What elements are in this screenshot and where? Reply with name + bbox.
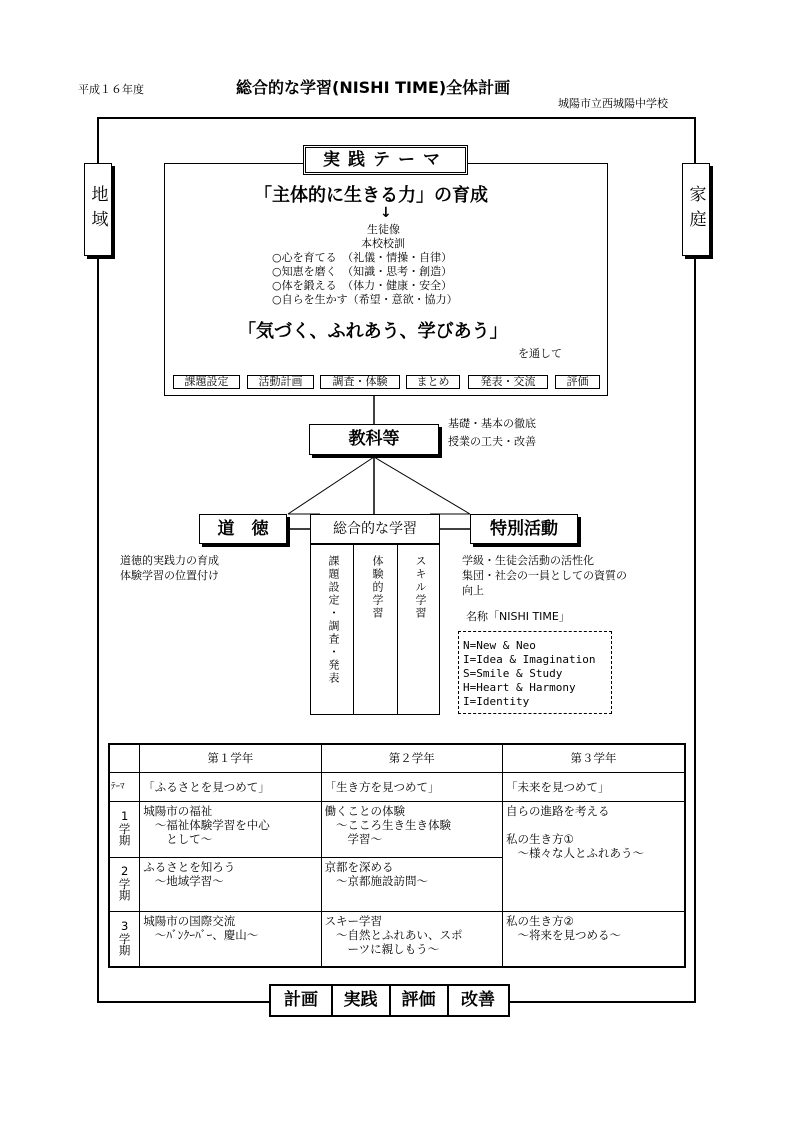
header-grade3: 第３学年 [503,744,685,772]
motto-line: ○心を育てる （礼儀・情操・自律） [272,251,453,264]
moral-note: 道徳的実践力の育成 [120,554,219,567]
step-evaluation: 評価 [555,375,600,389]
step-presentation-exchange: 発表・交流 [468,375,548,389]
integrated-study-columns [310,544,440,715]
grade3-term1-2: 自らの進路を考える 私の生き方① ～様々な人とふれあう～ [503,801,685,911]
column-experiential: 体験的学習 [371,555,384,620]
theme-grade2: 「生き方を見つめて」 [321,772,502,801]
acronym-line: I=Identity [463,695,530,708]
theme-grade1: 「ふるさとを見つめて」 [140,772,321,801]
header-grade1: 第１学年 [140,744,321,772]
term3-row [109,911,685,967]
step-activity-plan: 活動計画 [247,375,314,389]
theme-row [109,772,685,801]
moral-box: 道 徳 [199,514,287,544]
school-motto-label: 本校校訓 [361,237,405,250]
nishi-time-acronym-box [458,631,612,714]
pdca-check: 評価 [401,990,436,1010]
acronym-line: S=Smile & Study [463,667,563,680]
special-note: 学級・生徒会活動の活性化 [462,554,594,567]
home-label: 家庭 [685,184,706,235]
grade1-term3: 城陽市の国際交流 ～ﾊﾞﾝｸｰﾊﾞｰ、慶山～ [140,911,321,967]
motto-line: ○自らを生かす（希望・意欲・協力） [272,293,458,306]
header-grade2: 第２学年 [321,744,502,772]
acronym-line: I=Idea & Imagination [463,653,596,666]
table-header-row [109,744,685,772]
term-label: 3学期 [117,918,132,956]
subjects-note: 基礎・基本の徹底 [448,417,536,430]
term-label: 1学期 [117,809,132,846]
grade2-term2: 京都を深める ～京都施設訪問～ [321,857,502,911]
practice-theme-label: 実践テーマ [303,145,468,175]
theme-label: ﾃｰﾏ [109,772,140,801]
grade-schedule-table [108,743,686,968]
column-divider [353,545,354,714]
pdca-act: 改善 [461,990,495,1010]
column-research-presentation: 課題設定・調査・発表 [327,555,340,685]
motto-line: ○体を鍛える （体力・健康・安全） [272,279,453,292]
subjects-note: 授業の工夫・改善 [448,435,536,448]
grade3-term3: 私の生き方② ～将来を見つめる～ [503,911,685,967]
down-arrow-icon: ↓ [380,205,392,221]
grade1-term2: ふるさとを知ろう ～地域学習～ [140,857,321,911]
special-note: 向上 [462,584,484,597]
column-divider [397,545,398,714]
moral-note: 体験学習の位置付け [120,569,219,582]
theme-grade3: 「未来を見つめて」 [503,772,685,801]
subjects-box: 教科等 [309,424,439,455]
step-summary: まとめ [406,375,460,389]
through-text: を通して [518,347,562,360]
motto-line: ○知恵を磨く （知識・思考・創造） [272,265,453,278]
corner-cell [109,744,140,772]
grade1-term1: 城陽市の福祉 ～福祉体験学習を中心 として～ [140,801,321,857]
grade2-term3: スキー学習 ～自然とふれあい、スポ ーツに親しもう～ [321,911,502,967]
page-title: 総合的な学習(NISHI TIME)全体計画 [236,78,511,97]
community-label: 地域 [87,184,108,235]
special-activities-box: 特別活動 [470,514,578,544]
integrated-study-title: 総合的な学習 [310,514,440,544]
step-task-setting: 課題設定 [173,375,240,389]
term1-row [109,801,685,857]
school-name: 城陽市立西城陽中学校 [558,97,668,110]
nishi-time-name: 名称「NISHI TIME」 [466,610,570,623]
pdca-do: 実践 [343,990,378,1010]
fiscal-year: 平成１６年度 [78,83,144,96]
pdca-plan: 計画 [284,990,318,1010]
acronym-line: N=New & Neo [463,639,536,652]
main-goal: 「主体的に生きる力」の育成 [254,185,488,206]
column-skills: スキル学習 [414,555,427,620]
pdca-bar [269,984,510,1017]
grade2-term1: 働くことの体験 ～こころ生き生き体験 学習～ [321,801,502,857]
acronym-line: H=Heart & Harmony [463,681,576,694]
step-research-experience: 調査・体験 [320,375,400,389]
term-label: 2学期 [117,864,132,901]
student-image-label: 生徒像 [367,223,400,236]
special-note: 集団・社会の一員としての資質の [462,569,627,582]
slogan: 「気づく、ふれあう、学びあう」 [238,321,508,342]
